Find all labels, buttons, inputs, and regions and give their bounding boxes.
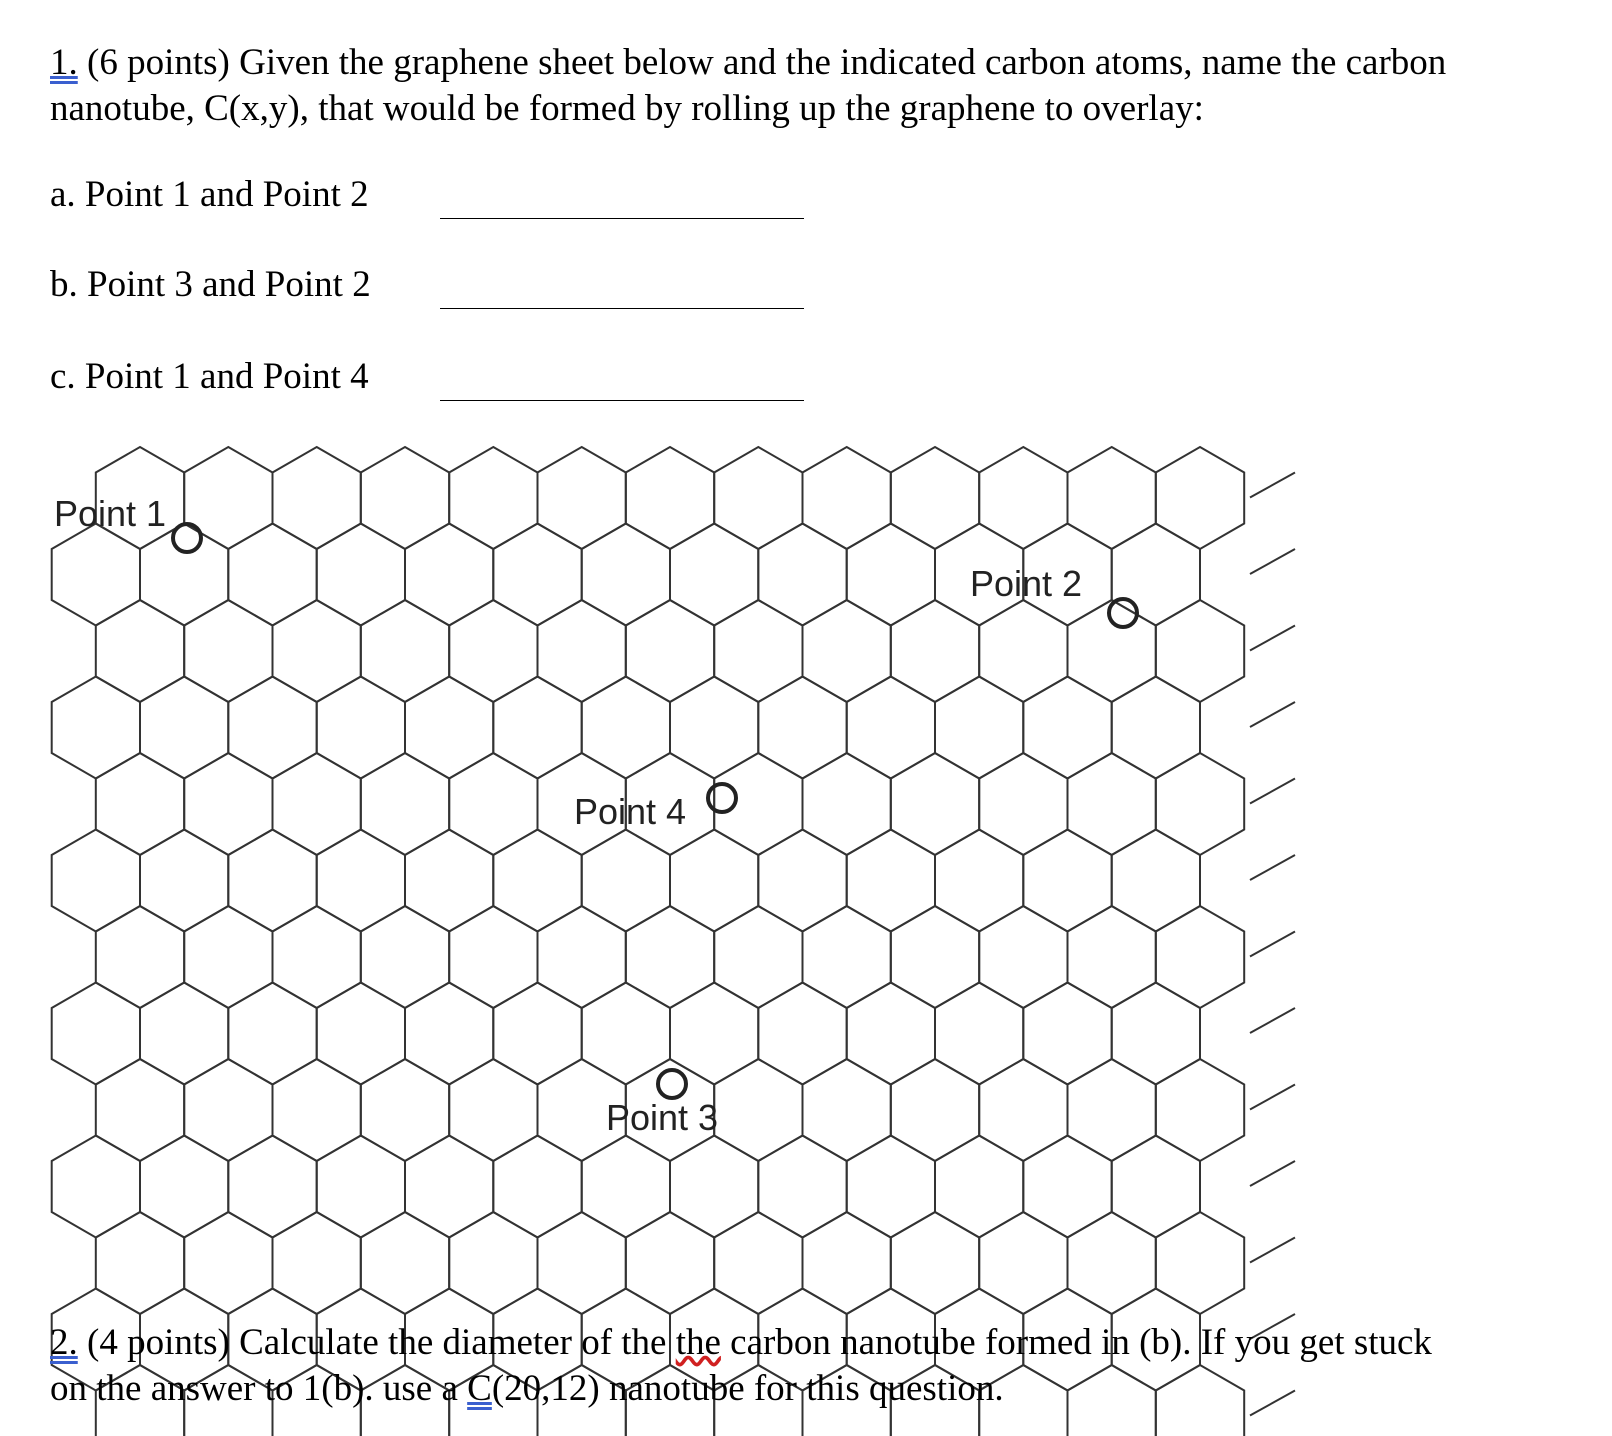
repeated-word: the [675,1322,721,1363]
point-3-marker [658,1070,686,1098]
hexagon-cell [1023,830,1111,932]
edge-bond [1250,1085,1295,1110]
hexagon-cell [935,677,1023,779]
hexagon-grid [52,447,1295,1436]
hexagon-cell [273,1212,361,1314]
hexagon-cell [1112,677,1200,779]
hexagon-cell [979,753,1067,855]
hexagon-cell [96,1212,184,1314]
hexagon-cell [538,600,626,702]
hexagon-cell [493,524,581,626]
hexagon-cell [273,1059,361,1161]
hexagon-cell [361,447,449,549]
hexagon-cell [582,677,670,779]
edge-bond [1250,473,1295,498]
question-2-number: 2. [50,1322,78,1363]
question-2-text [50,1320,1432,1412]
hexagon-cell [538,447,626,549]
hexagon-cell [228,830,316,932]
hexagon-cell [714,1212,802,1314]
hexagon-cell [1156,600,1244,702]
hexagon-cell [317,983,405,1085]
hexagon-cell [317,524,405,626]
hexagon-cell [1023,677,1111,779]
hexagon-cell [405,524,493,626]
hexagon-cell [449,600,537,702]
hexagon-cell [979,906,1067,1008]
hexagon-cell [626,906,714,1008]
hexagon-cell [405,830,493,932]
hexagon-cell [449,906,537,1008]
hexagon-cell [582,524,670,626]
hexagon-cell [140,524,228,626]
hexagon-cell [184,447,272,549]
hexagon-cell [228,1136,316,1238]
hexagon-cell [96,1059,184,1161]
hexagon-cell [758,983,846,1085]
hexagon-cell [758,1136,846,1238]
hexagon-cell [184,1212,272,1314]
question-1-line2: nanotube, C(x,y), that would be formed by rolling up the graphene to overlay: [50,88,1204,129]
hexagon-cell [891,1059,979,1161]
hexagon-cell [405,1136,493,1238]
hexagon-cell [1112,524,1200,626]
hexagon-cell [803,753,891,855]
hexagon-cell [1156,1059,1244,1161]
hexagon-cell [582,1136,670,1238]
edge-bond [1250,1008,1295,1033]
point-1-label: Point 1 [54,493,167,534]
hexagon-cell [1068,1059,1156,1161]
hexagon-cell [317,1136,405,1238]
question-2-line1a: (4 points) Calculate the diameter of the [77,1322,676,1363]
hexagon-cell [1068,1212,1156,1314]
hexagon-cell [1023,983,1111,1085]
hexagon-cell [714,753,802,855]
part-a-label: a. Point 1 and Point 2 [50,174,369,215]
hexagon-cell [670,677,758,779]
hexagon-cell [538,1212,626,1314]
hexagon-cell [140,677,228,779]
hexagon-cell [228,983,316,1085]
hexagon-cell [714,906,802,1008]
hexagon-cell [140,1136,228,1238]
edge-bond [1250,1238,1295,1263]
hexagon-cell [891,1212,979,1314]
hexagon-cell [1156,1212,1244,1314]
edge-bond [1250,626,1295,651]
hexagon-cell [979,1059,1067,1161]
hexagon-cell [96,753,184,855]
hexagon-cell [935,983,1023,1085]
hexagon-cell [626,447,714,549]
hexagon-cell [891,753,979,855]
hexagon-cell [184,906,272,1008]
hexagon-cell [803,447,891,549]
hexagon-cell [140,830,228,932]
hexagon-cell [847,524,935,626]
hexagon-cell [96,906,184,1008]
hexagon-cell [361,1212,449,1314]
hexagon-cell [935,1136,1023,1238]
hexagon-cell [228,524,316,626]
hexagon-cell [96,600,184,702]
hexagon-cell [52,1136,140,1238]
hexagon-cell [405,677,493,779]
hexagon-cell [361,906,449,1008]
edge-bond [1250,702,1295,727]
hexagon-cell [273,447,361,549]
question-1-line1: (6 points) Given the graphene sheet below and the indicated carbon atoms, name the carbon [77,42,1447,83]
hexagon-cell [670,983,758,1085]
hexagon-cell [449,447,537,549]
hexagon-cell [361,753,449,855]
hexagon-cell [361,600,449,702]
edge-bond [1250,855,1295,880]
hexagon-cell [1112,1136,1200,1238]
hexagon-cell [1112,983,1200,1085]
edge-bond [1250,932,1295,957]
question-2-line2c: (20,12) nanotube for this question. [491,1368,1004,1409]
hexagon-cell [803,906,891,1008]
hexagon-cell [493,677,581,779]
hexagon-cell [52,677,140,779]
hexagon-cell [493,1136,581,1238]
hexagon-cell [979,600,1067,702]
question-2-line2a: on the answer to 1(b). use a [50,1368,468,1409]
hexagon-cell [538,906,626,1008]
hexagon-cell [714,1059,802,1161]
nanotube-c-letter: C [467,1368,492,1409]
hexagon-cell [1156,906,1244,1008]
point-4-label: Point 4 [574,791,687,832]
hexagon-cell [891,600,979,702]
hexagon-cell [891,447,979,549]
hexagon-cell [714,447,802,549]
point-4-marker [708,784,736,812]
hexagon-cell [758,677,846,779]
hexagon-cell [626,1212,714,1314]
hexagon-cell [184,1059,272,1161]
point-3-label: Point 3 [606,1097,719,1138]
hexagon-cell [1068,906,1156,1008]
point-1-marker [173,524,201,552]
hexagon-cell [847,677,935,779]
hexagon-cell [670,1136,758,1238]
hexagon-cell [449,753,537,855]
part-b-label: b. Point 3 and Point 2 [50,264,371,305]
hexagon-cell [935,830,1023,932]
point-2-label: Point 2 [970,563,1083,604]
hexagon-cell [184,600,272,702]
hexagon-cell [803,1059,891,1161]
hexagon-cell [582,830,670,932]
hexagon-cell [52,830,140,932]
hexagon-cell [184,753,272,855]
hexagon-cell [361,1059,449,1161]
hexagon-cell [52,983,140,1085]
hexagon-cell [1156,753,1244,855]
hexagon-cell [1068,447,1156,549]
hexagon-cell [626,600,714,702]
hexagon-cell [493,983,581,1085]
hexagon-cell [273,906,361,1008]
hexagon-cell [52,524,140,626]
hexagon-cell [493,830,581,932]
hexagon-cell [979,1212,1067,1314]
hexagon-cell [758,830,846,932]
part-c-label: c. Point 1 and Point 4 [50,356,369,397]
hexagon-cell [803,1212,891,1314]
hexagon-cell [449,1212,537,1314]
hexagon-cell [803,600,891,702]
hexagon-cell [1156,447,1244,549]
hexagon-cell [847,983,935,1085]
hexagon-cell [273,753,361,855]
hexagon-cell [847,1136,935,1238]
hexagon-cell [891,906,979,1008]
hexagon-cell [758,524,846,626]
hexagon-cell [317,677,405,779]
hexagon-cell [1023,1136,1111,1238]
hexagon-cell [1112,830,1200,932]
question-1-number: 1. [50,42,78,83]
edge-bond [1250,1161,1295,1186]
edge-bond [1250,779,1295,804]
hexagon-cell [228,677,316,779]
hexagon-cell [1068,753,1156,855]
edge-bond [1250,549,1295,574]
hexagon-cell [449,1059,537,1161]
hexagon-cell [670,830,758,932]
hexagon-cell [1068,600,1156,702]
hexagon-cell [979,447,1067,549]
hexagon-cell [140,983,228,1085]
question-2-line1c: carbon nanotube formed in (b). If you get stuck [720,1322,1432,1363]
hexagon-cell [405,983,493,1085]
hexagon-cell [317,830,405,932]
hexagon-cell [582,983,670,1085]
hexagon-cell [847,830,935,932]
hexagon-cell [670,524,758,626]
hexagon-cell [714,600,802,702]
hexagon-cell [273,600,361,702]
